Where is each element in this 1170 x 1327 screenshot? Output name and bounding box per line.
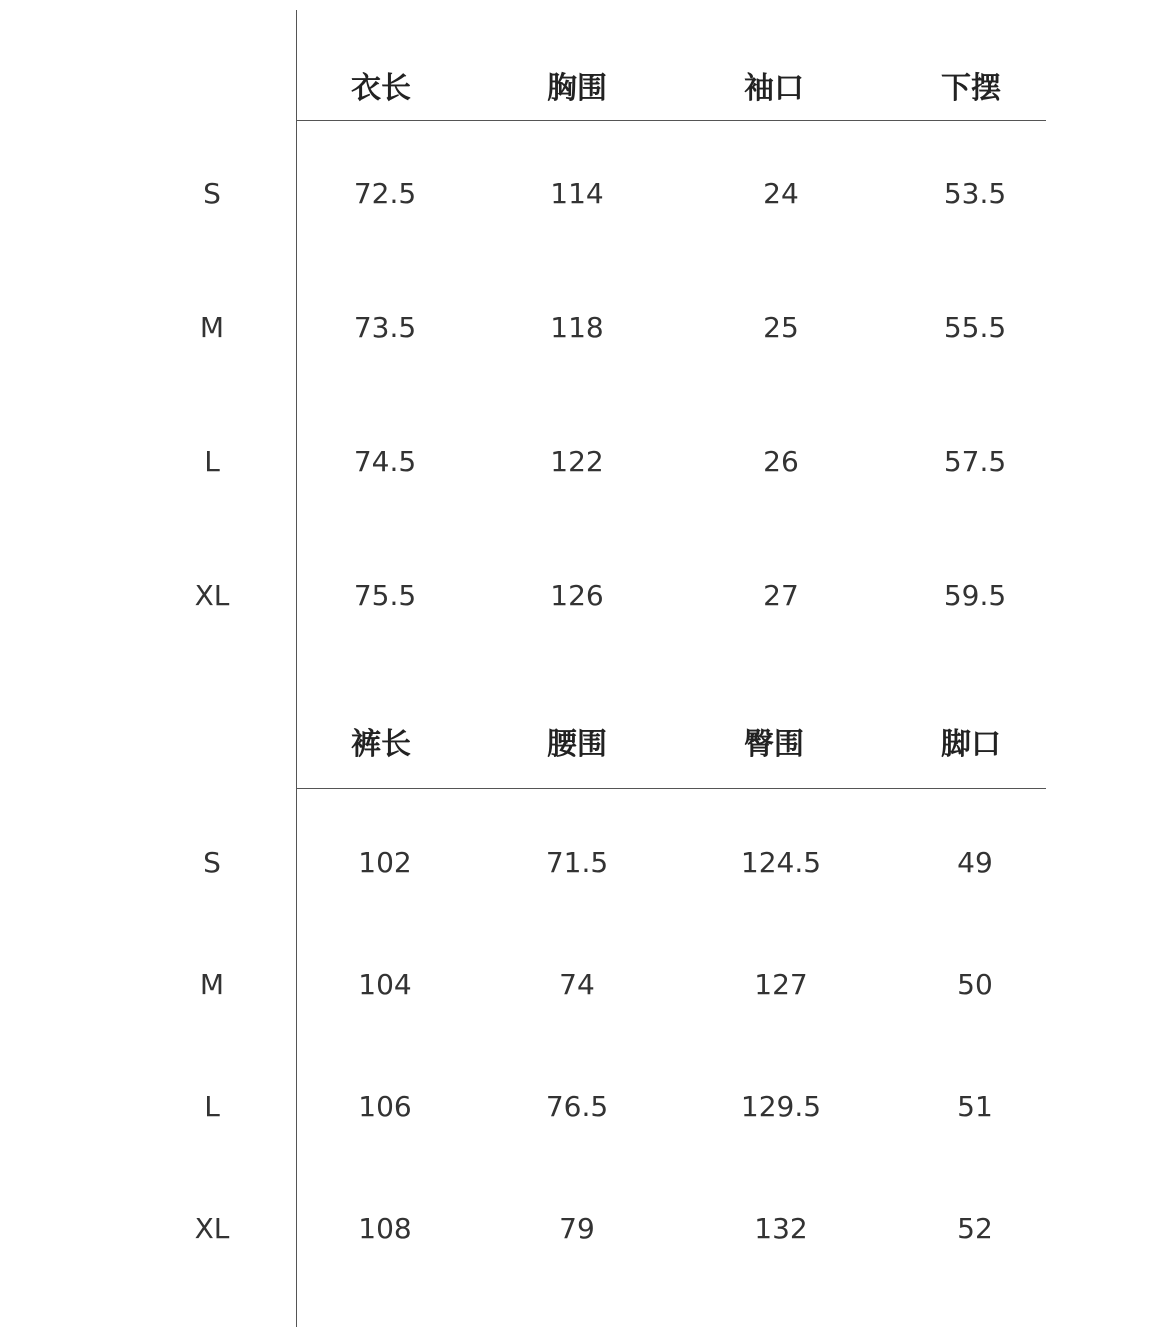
table-cell: 76.5 [545,1090,609,1123]
table-cell: 25 [763,311,799,344]
size-label: S [203,177,221,210]
table-cell: 51 [957,1090,993,1123]
table-cell: 53.5 [943,177,1007,210]
table-cell: 126 [550,579,604,612]
header-divider [297,120,1046,121]
size-label: XL [194,579,230,612]
table-cell: 124.5 [740,846,822,879]
table-cell: 114 [550,177,604,210]
column-header-waist: 腰围 [547,727,607,762]
size-label: S [203,846,221,879]
column-header-leg-opening: 脚口 [941,727,1001,762]
size-label: XL [194,1212,230,1245]
table-cell: 57.5 [943,445,1007,478]
table-cell: 79 [559,1212,595,1245]
column-header-hem: 下摆 [941,71,1001,106]
table-cell: 132 [754,1212,808,1245]
table-cell: 24 [763,177,799,210]
column-header-pants-length: 裤长 [351,727,411,762]
table-cell: 108 [358,1212,412,1245]
column-header-hip: 臀围 [744,727,804,762]
table-cell: 74.5 [353,445,417,478]
table-cell: 75.5 [353,579,417,612]
table-cell: 26 [763,445,799,478]
table-cell: 73.5 [353,311,417,344]
size-label: L [204,1090,220,1123]
table-cell: 102 [358,846,412,879]
column-header-length: 衣长 [351,71,411,106]
table-cell: 118 [550,311,604,344]
table-cell: 59.5 [943,579,1007,612]
table-cell: 104 [358,968,412,1001]
table-cell: 74 [559,968,595,1001]
table-cell: 55.5 [943,311,1007,344]
size-label: M [199,311,225,344]
table-cell: 71.5 [545,846,609,879]
table-cell: 72.5 [353,177,417,210]
table-cell: 27 [763,579,799,612]
table-cell: 49 [957,846,993,879]
column-header-chest: 胸围 [547,71,607,106]
size-label: L [204,445,220,478]
table-cell: 50 [957,968,993,1001]
column-header-cuff: 袖口 [744,71,804,106]
table-cell: 122 [550,445,604,478]
size-label: M [199,968,225,1001]
table-cell: 129.5 [740,1090,822,1123]
header-divider [297,788,1046,789]
table-cell: 52 [957,1212,993,1245]
vertical-divider [296,10,297,1327]
table-cell: 127 [754,968,808,1001]
table-cell: 106 [358,1090,412,1123]
